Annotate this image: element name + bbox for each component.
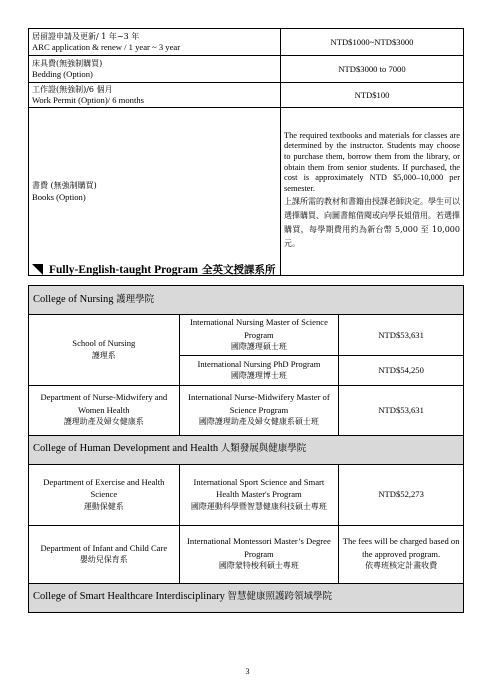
department-name-en: School of Nursing xyxy=(72,338,136,349)
program-cell xyxy=(179,315,339,356)
fee-label xyxy=(29,108,281,276)
department-name-zh: 護理系 xyxy=(91,350,116,360)
page-number: 3 xyxy=(245,667,250,676)
program-name-zh: 國際護理碩士班 xyxy=(230,342,287,351)
fee-label-zh: 工作證(無強制)/6 個月 xyxy=(32,84,113,94)
fee-label xyxy=(29,29,281,56)
college-name-en: College of Smart Healthcare Interdisciplinary xyxy=(33,591,225,603)
fee-row-work-permit xyxy=(29,83,464,108)
department-cell xyxy=(29,385,180,435)
program-name-en: International Sport Science and Smart Health Master's Program xyxy=(193,476,325,500)
program-name-zh: 國際護理博士班 xyxy=(230,371,287,380)
fee-label-en: Work Permit (Option)/ 6 months xyxy=(32,95,144,105)
fee-cell: NTD$53,631 xyxy=(339,315,464,356)
department-name-zh: 護理助產及婦女健康系 xyxy=(63,417,144,427)
section-heading xyxy=(32,262,275,277)
program-name-en: International Nursing PhD Program xyxy=(197,358,321,369)
college-name-zh: 人類發展與健康學院 xyxy=(220,443,307,455)
department-name-en: Department of Infant and Child Care xyxy=(40,542,168,553)
fee-value: NTD$100 xyxy=(281,83,464,108)
table-row xyxy=(29,315,464,356)
fee-note-en: The fees will be charged based on the approved program. xyxy=(342,536,460,559)
college-name-en: College of Nursing xyxy=(33,293,114,305)
college-header xyxy=(29,583,464,612)
college-row-human-development xyxy=(29,435,464,464)
program-name-zh: 國際運動科學暨智慧健康科技碩士專班 xyxy=(190,501,327,511)
fee-label-zh: 居留證申請及更新/ 1 年~3 年 xyxy=(32,31,140,41)
fee-label-zh: 書費 (無強制購買) xyxy=(32,181,97,190)
books-description-zh: 上課所需的教材和書籍由授課老師決定。學生可以選擇購買、向圖書館借閱或向學長姐借用。若選擇購買，每學期費用約為新台幣 5,000 至 10,000 元。 xyxy=(284,197,460,249)
college-name-en: College of Human Development and Health xyxy=(33,443,219,455)
fee-label-en: Books (Option) xyxy=(32,191,86,202)
fee-row-bedding xyxy=(29,56,464,83)
fee-label-zh: 床具費(無強制購買) xyxy=(32,58,103,68)
fee-label-en: Bedding (Option) xyxy=(32,69,93,79)
books-description-en: The required textbooks and materials for classes are determined by the instructor. Students may choose to purchase them, borrow them from the library, or obtain them from senior students. If purchased, the cost is approximately NTD $5,000–10,000 per semester. xyxy=(284,130,460,193)
program-name-en: International Montessori Master’s Degree Program xyxy=(187,536,331,559)
college-row-smart-healthcare xyxy=(29,583,464,612)
fee-note-zh: 依專班核定計畫收費 xyxy=(365,561,438,571)
program-name-en: International Nursing Master of Science Program xyxy=(189,317,328,340)
program-name-en: International Nurse-Midwifery Master of Science Program xyxy=(188,392,330,415)
fee-value-description xyxy=(281,108,464,276)
program-name-zh: 國際護理助產及婦女健康系碩士班 xyxy=(198,417,319,427)
college-header xyxy=(29,286,464,315)
fee-label-en: ARC application & renew / 1 year ~ 3 year xyxy=(32,42,181,52)
department-cell xyxy=(29,525,180,583)
section-heading-zh: 全英文授課系所 xyxy=(201,264,276,276)
college-header xyxy=(29,435,464,464)
fee-row-arc xyxy=(29,29,464,56)
department-name-en: Department of Nurse-Midwifery and Women Health xyxy=(40,392,168,415)
table-row xyxy=(29,385,464,435)
program-table xyxy=(28,285,464,613)
program-name-zh: 國際蒙特梭利碩士專班 xyxy=(218,561,299,571)
department-name-zh: 運動保健系 xyxy=(83,501,124,511)
college-name-zh: 智慧健康照護跨領域學院 xyxy=(227,591,332,603)
table-row xyxy=(29,464,464,525)
college-name-zh: 護理學院 xyxy=(116,293,155,305)
section-heading-en: Fully-English-taught Program xyxy=(49,263,198,276)
program-cell xyxy=(179,464,339,525)
department-name-en: Department of Exercise and Health Science xyxy=(43,476,165,500)
fee-label xyxy=(29,83,281,108)
fee-cell xyxy=(339,525,464,583)
program-cell xyxy=(179,385,339,435)
fee-cell: NTD$54,250 xyxy=(339,355,464,385)
fee-cell: NTD$52,273 xyxy=(339,464,464,525)
fee-cell: NTD$53,631 xyxy=(339,385,464,435)
table-row xyxy=(29,525,464,583)
department-cell xyxy=(29,464,180,525)
fee-row-books xyxy=(29,108,464,276)
triangle-marker-icon xyxy=(32,264,43,275)
fee-label xyxy=(29,56,281,83)
department-cell xyxy=(29,315,180,386)
program-cell xyxy=(179,355,339,385)
fee-table xyxy=(28,28,464,276)
program-cell xyxy=(179,525,339,583)
fee-value: NTD$3000 to 7000 xyxy=(281,56,464,83)
department-name-zh: 嬰幼兒保育系 xyxy=(79,555,128,564)
fee-value: NTD$1000~NTD$3000 xyxy=(281,29,464,56)
college-row-nursing xyxy=(29,286,464,315)
